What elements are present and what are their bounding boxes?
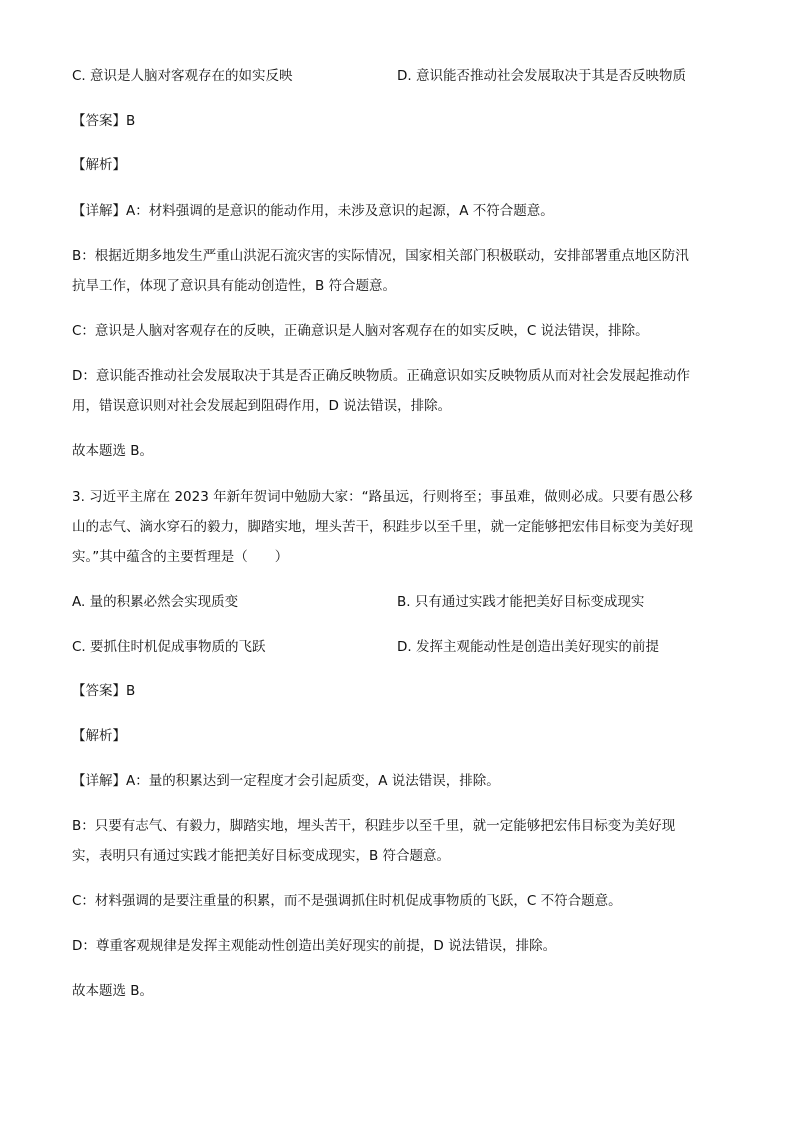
- q3-stem-line1: 3. 习近平主席在 2023 年新年贺词中勉励大家：“路虽远，行则将至；事虽难，做则必成。只要有愚公移: [72, 489, 693, 505]
- q3-detail-d: D：尊重客观规律是发挥主观能动性创造出美好现实的前提，D 说法错误，排除。: [72, 938, 557, 954]
- q2-option-c: C. 意识是人脑对客观存在的如实反映: [72, 68, 293, 84]
- q3-conclusion: 故本题选 B。: [72, 983, 154, 999]
- q3-option-b: B. 只有通过实践才能把美好目标变成现实: [397, 594, 645, 610]
- q2-conclusion: 故本题选 B。: [72, 443, 154, 459]
- q2-detail-b-line2: 抗旱工作，体现了意识具有能动创造性，B 符合题意。: [72, 278, 397, 294]
- q3-detail-a: 【详解】A：量的积累达到一定程度才会引起质变，A 说法错误，排除。: [72, 773, 500, 789]
- q3-stem-line2: 山的志气、滴水穿石的毅力，脚踏实地，埋头苦干，积跬步以至千里，就一定能够把宏伟目标变为美好现: [72, 519, 693, 535]
- q3-analysis-heading: 【解析】: [72, 728, 126, 744]
- q3-answer: 【答案】B: [72, 683, 136, 699]
- q3-stem-line3: 实。”其中蕴含的主要哲理是（ ）: [72, 549, 289, 565]
- q3-option-c: C. 要抓住时机促成事物质的飞跃: [72, 639, 266, 655]
- q2-detail-d-line2: 用，错误意识则对社会发展起到阻碍作用，D 说法错误，排除。: [72, 398, 452, 414]
- q3-option-d: D. 发挥主观能动性是创造出美好现实的前提: [397, 639, 659, 655]
- q2-option-d: D. 意识能否推动社会发展取决于其是否反映物质: [397, 68, 686, 84]
- q3-detail-c: C：材料强调的是要注重量的积累，而不是强调抓住时机促成事物质的飞跃，C 不符合题意。: [72, 893, 622, 909]
- q2-detail-c: C：意识是人脑对客观存在的反映，正确意识是人脑对客观存在的如实反映，C 说法错误，排除。: [72, 323, 649, 339]
- q2-detail-d-line1: D：意识能否推动社会发展取决于其是否正确反映物质。正确意识如实反映物质从而对社会发展起推动作: [72, 368, 690, 384]
- q3-detail-b-line1: B：只要有志气、有毅力，脚踏实地，埋头苦干，积跬步以至千里，就一定能够把宏伟目标变为美好现: [72, 818, 676, 834]
- q2-answer: 【答案】B: [72, 113, 136, 129]
- q2-analysis-heading: 【解析】: [72, 157, 126, 173]
- q2-detail-a: 【详解】A：材料强调的是意识的能动作用，未涉及意识的起源，A 不符合题意。: [72, 203, 554, 219]
- q2-detail-b-line1: B：根据近期多地发生严重山洪泥石流灾害的实际情况，国家相关部门积极联动，安排部署重点地区防汛: [72, 248, 689, 264]
- q3-option-a: A. 量的积累必然会实现质变: [72, 594, 239, 610]
- q3-detail-b-line2: 实，表明只有通过实践才能把美好目标变成现实，B 符合题意。: [72, 848, 451, 864]
